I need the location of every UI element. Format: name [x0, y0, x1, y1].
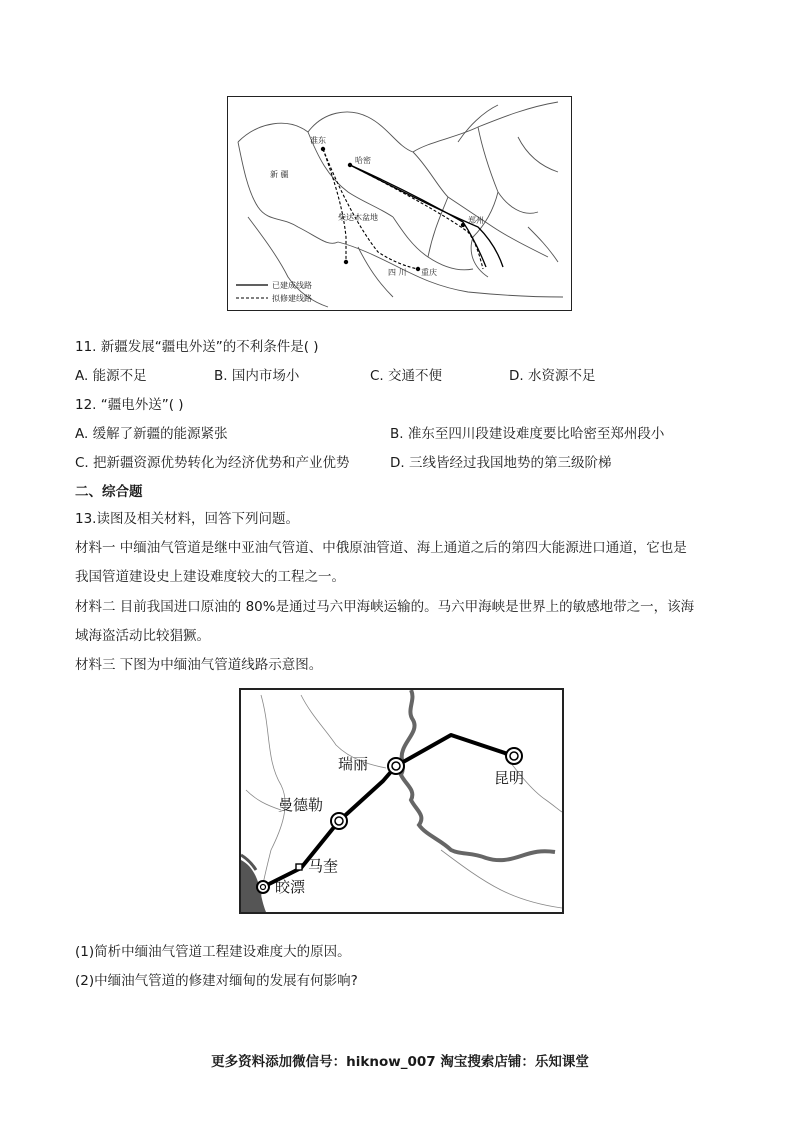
label-chongqing: 重庆 — [421, 268, 437, 277]
q13-sub-2: (2)中缅油气管道的修建对缅甸的发展有何影响? — [75, 973, 358, 989]
q12-option-c[interactable]: C. 把新疆资源优势转化为经济优势和产业优势 — [75, 455, 350, 471]
q11-option-d[interactable]: D. 水资源不足 — [509, 368, 596, 384]
label-ruili: 瑞丽 — [338, 755, 369, 773]
q12-stem: 12. “疆电外送”( ) — [75, 397, 184, 413]
q11-option-b[interactable]: B. 国内市场小 — [214, 368, 300, 384]
material-2-line-1: 材料二 目前我国进口原油的 80%是通过马六甲海峡运输的。马六甲海峡是世界上的敏感地带之一，该海 — [75, 599, 695, 615]
label-kunming: 昆明 — [494, 769, 525, 787]
legend-planned: 拟修建线路 — [272, 294, 312, 303]
footer-ad: 更多资料添加微信号：hiknow_007 淘宝搜索店铺：乐知课堂 — [211, 1054, 589, 1070]
material-2-line-2: 域海盗活动比较猖獗。 — [75, 628, 210, 644]
label-kyaukpyu: 皎漂 — [275, 878, 306, 896]
label-xinjiang: 新 疆 — [270, 170, 289, 179]
material-1-line-1: 材料一 中缅油气管道是继中亚油气管道、中俄原油管道、海上通道之后的第四大能源进口通道，它也是 — [75, 540, 687, 556]
q13-sub-1: (1)简析中缅油气管道工程建设难度大的原因。 — [75, 944, 351, 960]
q12-option-a[interactable]: A. 缓解了新疆的能源紧张 — [75, 426, 228, 442]
q12-option-d[interactable]: D. 三线皆经过我国地势的第三级阶梯 — [390, 455, 612, 471]
map1-canvas — [228, 97, 571, 310]
q11-stem: 11. 新疆发展“疆电外送”的不利条件是( ) — [75, 339, 319, 355]
map-china-myanmar-pipeline — [239, 688, 564, 914]
label-magway: 马奎 — [308, 857, 339, 875]
label-zhundong: 准东 — [310, 136, 326, 145]
label-chaidamu: 柴达木盆地 — [338, 213, 378, 222]
map-xinjiang-power — [227, 96, 572, 311]
section-title: 二、综合题 — [75, 484, 143, 500]
material-1-line-2: 我国管道建设史上建设难度较大的工程之一。 — [75, 569, 345, 585]
label-zhengzhou: 郑州 — [468, 216, 484, 225]
q12-option-b[interactable]: B. 准东至四川段建设难度要比哈密至郑州段小 — [390, 426, 665, 442]
q13-stem: 13.读图及相关材料，回答下列问题。 — [75, 511, 299, 527]
label-hami: 哈密 — [355, 156, 371, 165]
material-3: 材料三 下图为中缅油气管道线路示意图。 — [75, 657, 323, 673]
q11-option-c[interactable]: C. 交通不便 — [370, 368, 443, 384]
label-mandalay: 曼德勒 — [278, 796, 324, 814]
label-sichuan: 四 川 — [388, 268, 407, 277]
q11-option-a[interactable]: A. 能源不足 — [75, 368, 147, 384]
legend-built: 已建成线路 — [272, 281, 312, 290]
